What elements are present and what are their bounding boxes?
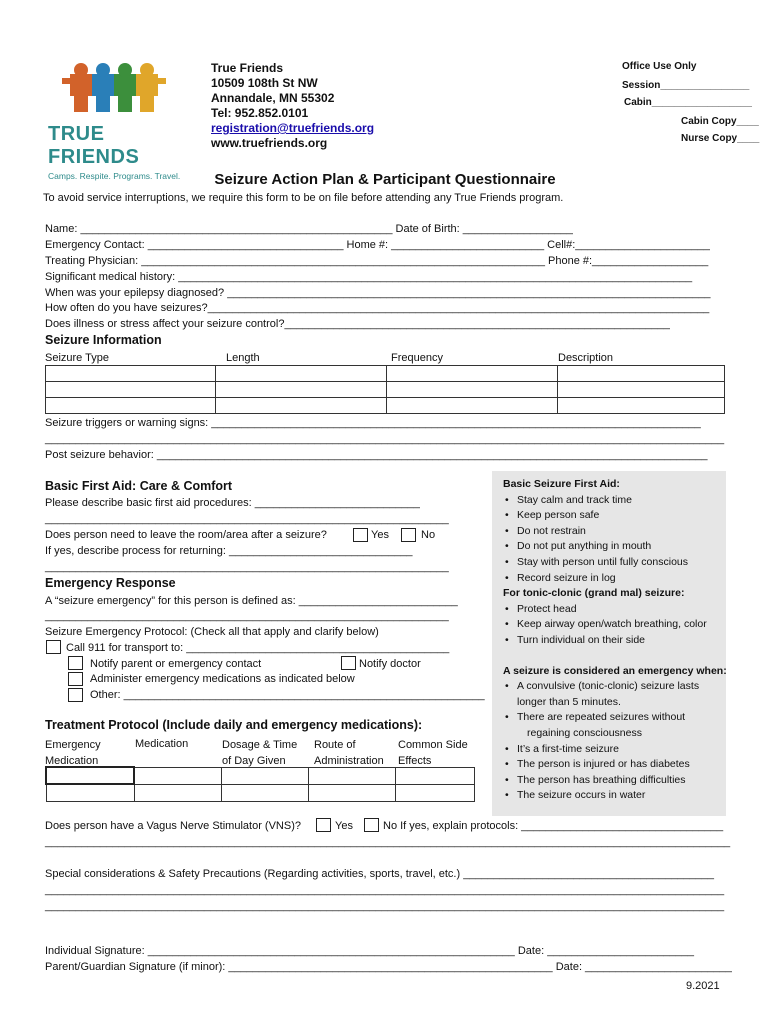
table-cell[interactable] — [387, 366, 558, 382]
vns-yes-label: Yes — [335, 820, 353, 832]
list-item: • The seizure occurs in water — [503, 788, 729, 804]
col-dosage-line1: Dosage & Time — [222, 739, 298, 751]
office-cabin[interactable]: Cabin__________________ — [624, 97, 752, 108]
sidebar-heading-tonic-clonic: For tonic-clonic (grand mal) seizure: — [503, 587, 685, 600]
notify-parent-checkbox[interactable] — [68, 656, 83, 670]
col-route-line1: Route of — [314, 739, 356, 751]
list-item: • Record seizure in log — [503, 571, 729, 587]
col-medication: Medication — [135, 738, 189, 750]
list-item: • Stay with person until fully conscious — [503, 555, 729, 571]
col-side-effects-line1: Common Side — [398, 739, 468, 751]
org-address — [211, 61, 374, 151]
diagnosed-field[interactable]: When was your epilepsy diagnosed? _______________________________________________________________________________ — [45, 287, 711, 299]
administer-meds-label: Administer emergency medications as indicated below — [90, 673, 355, 685]
how-often-field[interactable]: How often do you have seizures?__________________________________________________________________________________ — [45, 302, 710, 314]
table-cell[interactable] — [134, 784, 222, 801]
emergency-protocol-label: Seizure Emergency Protocol: (Check all that apply and clarify below) — [45, 626, 379, 638]
office-nurse-copy[interactable]: Nurse Copy____ — [681, 133, 760, 144]
col-side-effects — [398, 738, 468, 769]
list-item: • Turn individual on their side — [503, 633, 729, 649]
physician-field[interactable]: Treating Physician: __________________________________________________________________ Phone #:___________________ — [45, 255, 709, 267]
col-dosage-line2: of Day Given — [222, 754, 286, 767]
table-cell[interactable] — [387, 398, 558, 414]
special-line2[interactable]: _______________________________________________________________________________________________________________ — [45, 884, 725, 896]
table-cell[interactable] — [222, 784, 309, 801]
table-cell[interactable] — [46, 382, 216, 398]
other-field[interactable]: Other: ___________________________________________________________ — [90, 689, 485, 701]
other-checkbox[interactable] — [68, 688, 83, 702]
leave-room-no-checkbox[interactable] — [401, 528, 416, 542]
org-website[interactable]: www.truefriends.org — [211, 136, 328, 150]
col-seizure-type: Seizure Type — [45, 352, 110, 364]
col-route-line2: Administration — [314, 754, 384, 767]
table-cell[interactable] — [46, 366, 216, 382]
table-cell[interactable] — [387, 382, 558, 398]
table-cell[interactable] — [216, 366, 387, 382]
list-item: • Keep airway open/watch breathing, color — [503, 617, 729, 633]
list-item: • Do not put anything in mouth — [503, 539, 729, 555]
notify-parent-label: Notify parent or emergency contact — [90, 658, 262, 670]
office-cabin-copy[interactable]: Cabin Copy____ — [681, 116, 759, 127]
col-emergency-medication — [45, 738, 101, 769]
first-aid-sidebar — [492, 471, 726, 816]
leave-room-question: Does person need to leave the room/area after a seizure? — [45, 529, 327, 541]
leave-room-yes-label: Yes — [371, 529, 389, 541]
vns-line2[interactable]: ________________________________________________________________________________________________________________ — [45, 836, 731, 848]
table-cell[interactable] — [558, 382, 725, 398]
table-cell[interactable] — [216, 382, 387, 398]
emergency-response-heading: Emergency Response — [45, 576, 176, 590]
list-item: • The person is injured or has diabetes — [503, 757, 729, 773]
table-row — [46, 784, 475, 801]
first-aid-heading: Basic First Aid: Care & Comfort — [45, 479, 233, 493]
list-item: • There are repeated seizures without — [503, 710, 729, 726]
table-row — [46, 382, 725, 398]
seizure-info-table — [45, 365, 725, 414]
page-title: Seizure Action Plan & Participant Questionnaire — [214, 171, 556, 188]
treatment-heading: Treatment Protocol (Include daily and emergency medications): — [45, 718, 423, 732]
sidebar-heading-first-aid: Basic Seizure First Aid: — [503, 478, 620, 490]
leave-room-no-label: No — [421, 529, 436, 541]
intro-text: To avoid service interruptions, we require this form to be on file before attending any True Friends program. — [43, 192, 564, 204]
col-length: Length — [226, 352, 260, 364]
vns-yes-checkbox[interactable] — [316, 818, 331, 832]
puzzle-people-icon — [48, 60, 183, 118]
emergency-defined-field[interactable]: A “seizure emergency” for this person is defined as: __________________________ — [45, 595, 458, 607]
table-cell[interactable] — [558, 366, 725, 382]
col-side-effects-line2: Effects — [398, 754, 432, 767]
call-911-field[interactable]: Call 911 for transport to: ___________________________________________ — [66, 642, 450, 654]
table-cell[interactable] — [46, 398, 216, 414]
table-cell[interactable] — [558, 398, 725, 414]
emergency-contact-field[interactable]: Emergency Contact: ________________________________ Home #: _________________________ Cell#:______________________ — [45, 239, 710, 251]
table-row — [46, 398, 725, 414]
col-description: Description — [558, 352, 614, 364]
logo — [48, 60, 183, 181]
table-cell[interactable] — [222, 767, 309, 784]
col-route — [314, 738, 384, 769]
triggers-field-line2[interactable]: _______________________________________________________________________________________________________________ — [45, 433, 725, 445]
office-session[interactable]: Session________________ — [622, 80, 750, 91]
table-cell[interactable] — [216, 398, 387, 414]
special-line3[interactable]: _______________________________________________________________________________________________________________ — [45, 900, 725, 912]
col-frequency: Frequency — [391, 352, 443, 364]
special-considerations-field[interactable]: Special considerations & Safety Precautions (Regarding activities, sports, travel, etc.) _________________________________________ — [45, 868, 715, 880]
table-cell[interactable] — [134, 767, 222, 784]
table-row — [46, 366, 725, 382]
table-cell[interactable] — [46, 767, 134, 784]
list-item: • A convulsive (tonic-clonic) seizure lasts — [503, 679, 729, 695]
table-cell[interactable] — [396, 767, 475, 784]
table-cell[interactable] — [46, 784, 134, 801]
logo-tagline: Camps. Respite. Programs. Travel. — [48, 171, 181, 181]
table-row — [46, 767, 475, 784]
triggers-field[interactable]: Seizure triggers or warning signs: ________________________________________________________________________________ — [45, 417, 701, 429]
list-item: • It’s a first-time seizure — [503, 742, 729, 758]
seizure-info-heading: Seizure Information — [45, 333, 162, 347]
org-city: Annandale, MN 55302 — [211, 91, 335, 105]
vns-no-checkbox[interactable] — [364, 818, 379, 832]
emergency-defined-line2[interactable]: __________________________________________________________________ — [45, 610, 449, 622]
col-emergency-medication-line1: Emergency — [45, 739, 101, 751]
col-emergency-medication-line2: Medication — [45, 754, 99, 767]
org-street: 10509 108th St NW — [211, 76, 318, 90]
history-field[interactable]: Significant medical history: ____________________________________________________________________________________ — [45, 271, 693, 283]
list-item-cont: longer than 5 minutes. — [517, 695, 621, 708]
list-item: • Do not restrain — [503, 524, 729, 540]
org-name: True Friends — [211, 61, 284, 75]
stress-field[interactable]: Does illness or stress affect your seizure control?_______________________________________________________________ — [45, 318, 670, 330]
org-email-link[interactable]: registration@truefriends.org — [211, 121, 375, 135]
list-item-cont: regaining consciousness — [527, 726, 642, 739]
logo-text: TRUE FRIENDS — [48, 123, 140, 168]
vns-question: Does person have a Vagus Nerve Stimulator (VNS)? — [45, 820, 301, 832]
list-item: • Protect head — [503, 602, 729, 618]
list-item: • Stay calm and track time — [503, 493, 729, 509]
returning-line2[interactable]: __________________________________________________________________ — [45, 561, 449, 573]
sidebar-heading-emergency: A seizure is considered an emergency when: — [503, 664, 727, 677]
col-dosage — [222, 738, 297, 769]
list-item: • Keep person safe — [503, 508, 729, 524]
returning-field[interactable]: If yes, describe process for returning: ______________________________ — [45, 545, 413, 557]
parent-signature-field[interactable]: Parent/Guardian Signature (if minor): _____________________________________________________ Date: ________________________ — [45, 961, 732, 973]
list-item: • The person has breathing difficulties — [503, 773, 729, 789]
office-use-title: Office Use Only — [622, 61, 697, 72]
call-911-checkbox[interactable] — [46, 640, 61, 654]
table-cell[interactable] — [396, 784, 475, 801]
individual-signature-field[interactable]: Individual Signature: ____________________________________________________________ Date: ________________________ — [45, 945, 695, 957]
treatment-table — [45, 766, 475, 802]
post-seizure-field[interactable]: Post seizure behavior: __________________________________________________________________________________________ — [45, 449, 708, 461]
name-field[interactable]: Name: ___________________________________________________ Date of Birth: __________________ — [45, 223, 573, 235]
notify-doctor-label: Notify doctor — [359, 658, 421, 670]
notify-doctor-checkbox[interactable] — [341, 656, 356, 670]
table-cell[interactable] — [309, 767, 396, 784]
vns-no-protocols-field[interactable]: No If yes, explain protocols: _________________________________ — [383, 820, 724, 832]
first-aid-describe-line2[interactable]: __________________________________________________________________ — [45, 513, 449, 525]
form-version: 9.2021 — [686, 980, 720, 992]
first-aid-describe-field[interactable]: Please describe basic first aid procedures: ___________________________ — [45, 497, 420, 509]
administer-meds-checkbox[interactable] — [68, 672, 83, 686]
org-phone: Tel: 952.852.0101 — [211, 106, 309, 120]
table-cell[interactable] — [309, 784, 396, 801]
leave-room-yes-checkbox[interactable] — [353, 528, 368, 542]
